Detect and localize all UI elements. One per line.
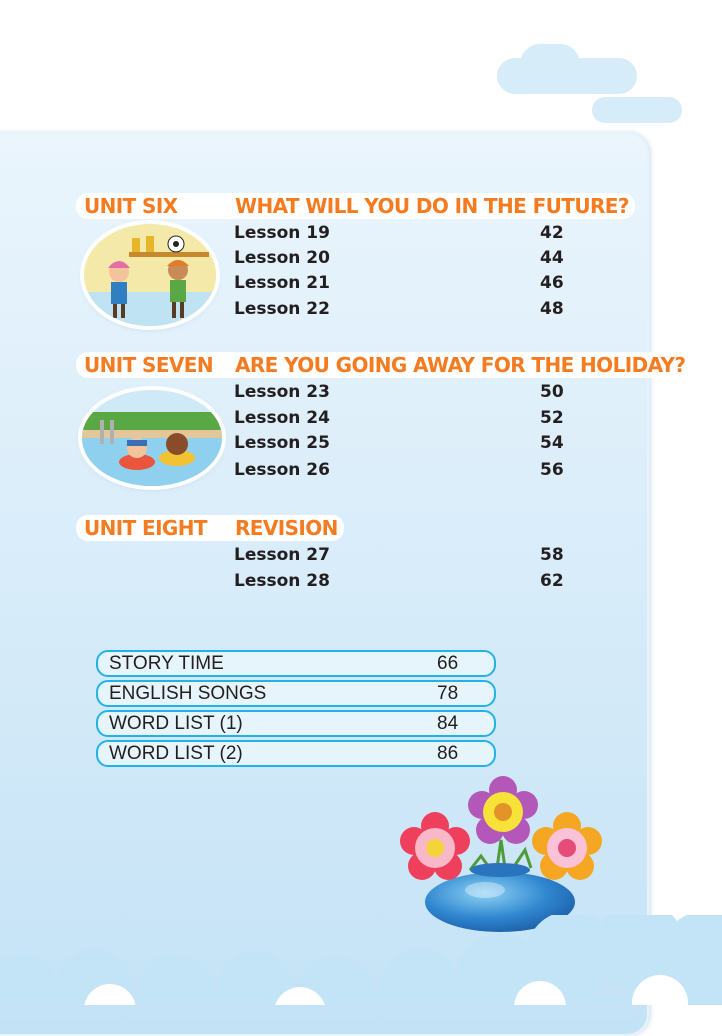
extras-row[interactable] (96, 710, 496, 737)
unit-label: UNIT EIGHT (76, 515, 245, 541)
lesson-page: 44 (540, 248, 564, 268)
lesson-page: 50 (540, 382, 564, 402)
extras-label: WORD LIST (1) (109, 713, 243, 734)
lesson-name: Lesson 28 (234, 571, 330, 591)
extras-label: WORD LIST (2) (109, 743, 243, 764)
extras-page: 84 (437, 713, 459, 734)
lesson-page: 56 (540, 460, 564, 480)
lesson-name: Lesson 27 (234, 545, 330, 565)
lesson-name: Lesson 21 (234, 273, 330, 293)
extras-page: 66 (437, 653, 459, 674)
lesson-page: 52 (540, 408, 564, 428)
lesson-page: 48 (540, 299, 564, 319)
extras-label: ENGLISH SONGS (109, 683, 267, 704)
lesson-name: Lesson 23 (234, 382, 330, 402)
lesson-page: 58 (540, 545, 564, 565)
bottom-clouds (0, 915, 722, 1005)
sky-cloud (520, 44, 580, 84)
unit-label: UNIT SEVEN (76, 352, 245, 378)
extras-page: 78 (437, 683, 459, 704)
unit-title: ARE YOU GOING AWAY FOR THE HOLIDAY? (227, 352, 691, 378)
unit-title: WHAT WILL YOU DO IN THE FUTURE? (227, 193, 635, 219)
lesson-page: 46 (540, 273, 564, 293)
extras-page: 86 (437, 743, 459, 764)
unit-label: UNIT SIX (76, 193, 245, 219)
extras-row[interactable] (96, 680, 496, 707)
lesson-page: 42 (540, 223, 564, 243)
unit-seven-illustration (82, 390, 222, 486)
lesson-name: Lesson 19 (234, 223, 330, 243)
lesson-name: Lesson 24 (234, 408, 330, 428)
unit-six-illustration (84, 224, 216, 326)
unit-title: REVISION (227, 515, 344, 541)
lesson-name: Lesson 25 (234, 433, 330, 453)
lesson-page: 54 (540, 433, 564, 453)
lesson-name: Lesson 22 (234, 299, 330, 319)
sky-cloud (592, 97, 682, 123)
extras-label: STORY TIME (109, 653, 224, 674)
lesson-page: 62 (540, 571, 564, 591)
extras-row[interactable] (96, 740, 496, 767)
lesson-name: Lesson 20 (234, 248, 330, 268)
lesson-name: Lesson 26 (234, 460, 330, 480)
extras-row[interactable] (96, 650, 496, 677)
